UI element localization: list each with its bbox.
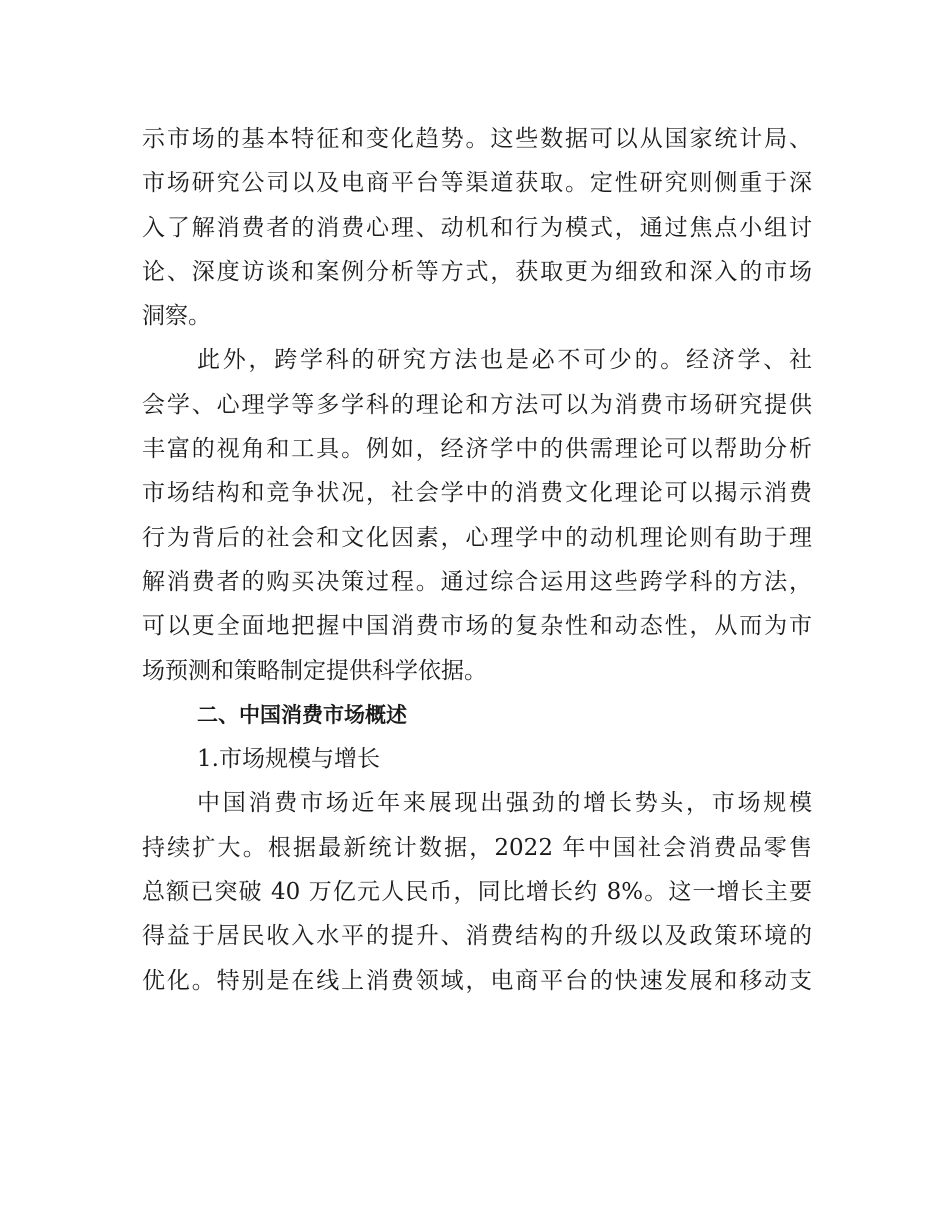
text-line: 入了解消费者的消费心理、动机和行为模式，通过焦点小组讨 <box>142 214 812 241</box>
text-line: 洞察。 <box>142 303 211 330</box>
document-body <box>142 117 812 1003</box>
text-line: 市场研究公司以及电商平台等渠道获取。定性研究则侧重于深 <box>142 170 812 197</box>
subsection-heading: 1.市场规模与增长 <box>197 746 380 773</box>
text-line: 优化。特别是在线上消费领域，电商平台的快速发展和移动支 <box>142 967 812 994</box>
text-line: 丰富的视角和工具。例如，经济学中的供需理论可以帮助分析 <box>142 436 812 463</box>
section-heading: 二、中国消费市场概述 <box>197 702 407 727</box>
text-line: 可以更全面地把握中国消费市场的复杂性和动态性，从而为市 <box>142 613 812 640</box>
text-line: 会学、心理学等多学科的理论和方法可以为消费市场研究提供 <box>142 391 812 418</box>
text-line: 示市场的基本特征和变化趋势。这些数据可以从国家统计局、 <box>142 126 812 152</box>
text-line: 得益于居民收入水平的提升、消费结构的升级以及政策环境的 <box>142 923 812 950</box>
text-line: 此外，跨学科的研究方法也是必不可少的。经济学、社 <box>197 347 812 374</box>
paragraph-interdisciplinary <box>142 338 812 692</box>
text-line: 解消费者的购买决策过程。通过综合运用这些跨学科的方法， <box>142 568 812 595</box>
paragraph-market-size <box>142 781 812 1002</box>
text-line: 行为背后的社会和文化因素，心理学中的动机理论则有助于理 <box>142 524 812 551</box>
text-line: 中国消费市场近年来展现出强劲的增长势头，市场规模 <box>197 790 812 817</box>
text-line: 市场结构和竞争状况，社会学中的消费文化理论可以揭示消费 <box>142 480 812 507</box>
text-line: 持续扩大。根据最新统计数据，2022 年中国社会消费品零售 <box>142 834 812 861</box>
text-line: 论、深度访谈和案例分析等方式，获取更为细致和深入的市场 <box>142 258 812 285</box>
text-line: 场预测和策略制定提供科学依据。 <box>142 657 487 684</box>
text-line: 总额已突破 40 万亿元人民币，同比增长约 8%。这一增长主要 <box>142 879 812 906</box>
paragraph-research-methods <box>142 117 812 338</box>
